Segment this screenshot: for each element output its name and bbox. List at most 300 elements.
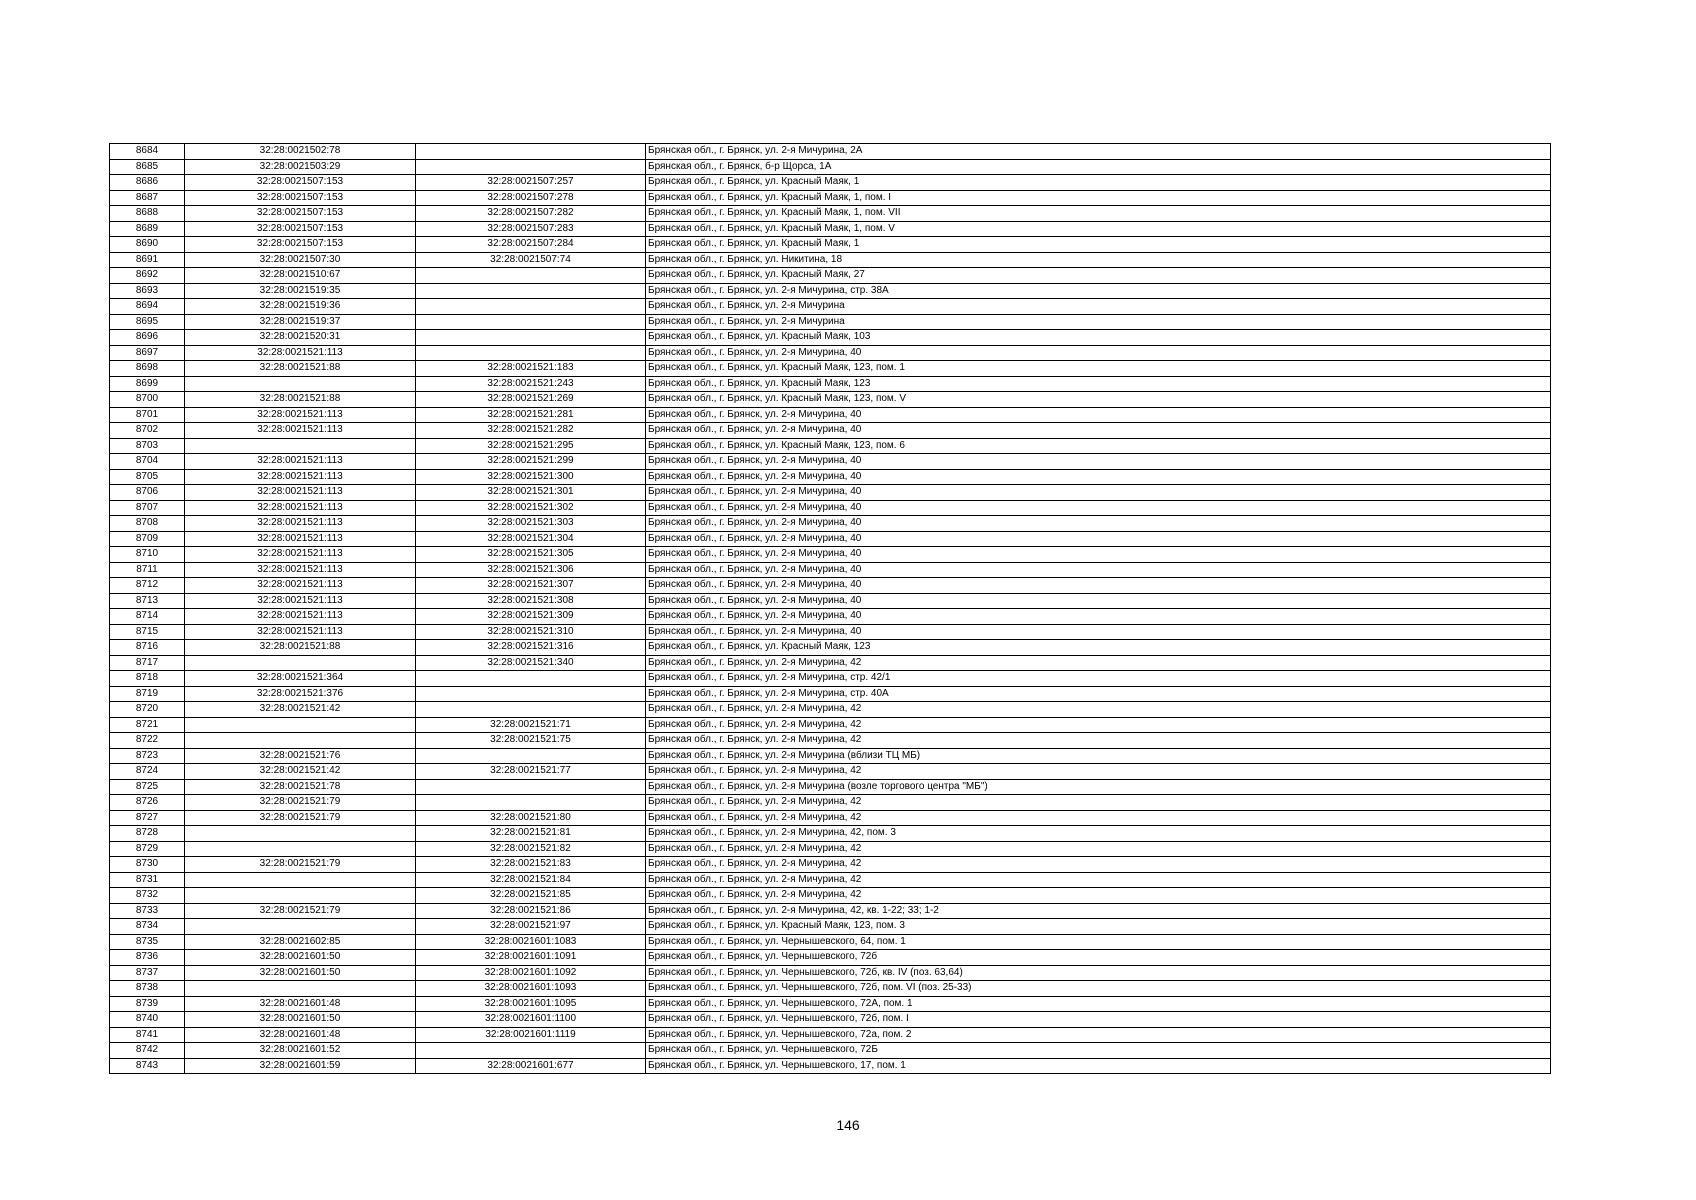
table-row xyxy=(110,531,1551,547)
land-plot-number-cell: 32:28:0021502:78 xyxy=(185,144,416,160)
land-plot-number-cell: 32:28:0021521:113 xyxy=(185,531,416,547)
address-cell: Брянская обл., г. Брянск, ул. 2-я Мичурина, 40 xyxy=(646,593,1551,609)
land-plot-number-cell: 32:28:0021521:79 xyxy=(185,810,416,826)
row-number-cell: 8696 xyxy=(110,330,185,346)
land-plot-number-cell xyxy=(185,888,416,904)
land-plot-number-cell: 32:28:0021521:376 xyxy=(185,686,416,702)
row-number-cell: 8705 xyxy=(110,469,185,485)
address-cell: Брянская обл., г. Брянск, ул. Никитина, 18 xyxy=(646,252,1551,268)
object-number-cell xyxy=(416,1043,646,1059)
object-number-cell: 32:28:0021521:299 xyxy=(416,454,646,470)
address-cell: Брянская обл., г. Брянск, ул. 2-я Мичурина, 2А xyxy=(646,144,1551,160)
object-number-cell: 32:28:0021521:304 xyxy=(416,531,646,547)
row-number-cell: 8703 xyxy=(110,438,185,454)
land-plot-number-cell: 32:28:0021521:42 xyxy=(185,702,416,718)
row-number-cell: 8711 xyxy=(110,562,185,578)
object-number-cell: 32:28:0021521:303 xyxy=(416,516,646,532)
row-number-cell: 8714 xyxy=(110,609,185,625)
land-plot-number-cell: 32:28:0021521:113 xyxy=(185,609,416,625)
row-number-cell: 8688 xyxy=(110,206,185,222)
object-number-cell: 32:28:0021521:86 xyxy=(416,903,646,919)
row-number-cell: 8693 xyxy=(110,283,185,299)
row-number-cell: 8710 xyxy=(110,547,185,563)
object-number-cell: 32:28:0021521:301 xyxy=(416,485,646,501)
table-row xyxy=(110,392,1551,408)
row-number-cell: 8684 xyxy=(110,144,185,160)
address-cell: Брянская обл., г. Брянск, ул. 2-я Мичурина, 40 xyxy=(646,578,1551,594)
address-cell: Брянская обл., г. Брянск, ул. 2-я Мичурина, 40 xyxy=(646,345,1551,361)
address-cell: Брянская обл., г. Брянск, ул. Чернышевского, 72б xyxy=(646,950,1551,966)
object-number-cell: 32:28:0021521:281 xyxy=(416,407,646,423)
object-number-cell: 32:28:0021521:77 xyxy=(416,764,646,780)
land-plot-number-cell: 32:28:0021601:48 xyxy=(185,996,416,1012)
object-number-cell: 32:28:0021521:71 xyxy=(416,717,646,733)
address-cell: Брянская обл., г. Брянск, ул. Красный Маяк, 103 xyxy=(646,330,1551,346)
object-number-cell xyxy=(416,345,646,361)
table-row xyxy=(110,500,1551,516)
object-number-cell xyxy=(416,159,646,175)
table-row xyxy=(110,376,1551,392)
address-cell: Брянская обл., г. Брянск, ул. 2-я Мичурина, 40 xyxy=(646,531,1551,547)
object-number-cell xyxy=(416,283,646,299)
table-row xyxy=(110,981,1551,997)
address-cell: Брянская обл., г. Брянск, ул. 2-я Мичурина xyxy=(646,299,1551,315)
address-cell: Брянская обл., г. Брянск, ул. 2-я Мичурина, стр. 38А xyxy=(646,283,1551,299)
object-number-cell: 32:28:0021521:306 xyxy=(416,562,646,578)
row-number-cell: 8732 xyxy=(110,888,185,904)
object-number-cell: 32:28:0021521:97 xyxy=(416,919,646,935)
page-number: 146 xyxy=(836,1117,860,1133)
row-number-cell: 8725 xyxy=(110,779,185,795)
land-plot-number-cell: 32:28:0021521:113 xyxy=(185,345,416,361)
address-cell: Брянская обл., г. Брянск, б-р Щорса, 1А xyxy=(646,159,1551,175)
land-plot-number-cell: 32:28:0021507:30 xyxy=(185,252,416,268)
land-plot-number-cell: 32:28:0021519:35 xyxy=(185,283,416,299)
table-row xyxy=(110,624,1551,640)
table-row xyxy=(110,996,1551,1012)
address-cell: Брянская обл., г. Брянск, ул. Красный Маяк, 123 xyxy=(646,376,1551,392)
object-number-cell: 32:28:0021521:85 xyxy=(416,888,646,904)
object-number-cell: 32:28:0021601:1083 xyxy=(416,934,646,950)
row-number-cell: 8695 xyxy=(110,314,185,330)
address-cell: Брянская обл., г. Брянск, ул. 2-я Мичурина, 40 xyxy=(646,609,1551,625)
land-plot-number-cell xyxy=(185,919,416,935)
land-plot-number-cell: 32:28:0021521:113 xyxy=(185,469,416,485)
object-number-cell: 32:28:0021601:1092 xyxy=(416,965,646,981)
land-plot-number-cell: 32:28:0021521:88 xyxy=(185,640,416,656)
address-cell: Брянская обл., г. Брянск, ул. Чернышевского, 72а, пом. 2 xyxy=(646,1027,1551,1043)
table-row xyxy=(110,1043,1551,1059)
cadastral-table xyxy=(109,143,1551,1074)
object-number-cell: 32:28:0021521:308 xyxy=(416,593,646,609)
row-number-cell: 8737 xyxy=(110,965,185,981)
table-row xyxy=(110,469,1551,485)
land-plot-number-cell xyxy=(185,376,416,392)
address-cell: Брянская обл., г. Брянск, ул. Красный Маяк, 1, пом. I xyxy=(646,190,1551,206)
object-number-cell: 32:28:0021521:243 xyxy=(416,376,646,392)
table-row xyxy=(110,1012,1551,1028)
row-number-cell: 8741 xyxy=(110,1027,185,1043)
table-row xyxy=(110,655,1551,671)
row-number-cell: 8723 xyxy=(110,748,185,764)
object-number-cell: 32:28:0021521:83 xyxy=(416,857,646,873)
table-row xyxy=(110,888,1551,904)
address-cell: Брянская обл., г. Брянск, ул. 2-я Мичурина, 40 xyxy=(646,516,1551,532)
address-cell: Брянская обл., г. Брянск, ул. 2-я Мичурина, 42 xyxy=(646,795,1551,811)
address-cell: Брянская обл., г. Брянск, ул. Красный Маяк, 1 xyxy=(646,237,1551,253)
address-cell: Брянская обл., г. Брянск, ул. 2-я Мичурина, 42 xyxy=(646,733,1551,749)
table-row xyxy=(110,283,1551,299)
address-cell: Брянская обл., г. Брянск, ул. Красный Маяк, 1 xyxy=(646,175,1551,191)
land-plot-number-cell: 32:28:0021521:79 xyxy=(185,795,416,811)
row-number-cell: 8735 xyxy=(110,934,185,950)
object-number-cell: 32:28:0021521:282 xyxy=(416,423,646,439)
land-plot-number-cell: 32:28:0021507:153 xyxy=(185,190,416,206)
table-row xyxy=(110,671,1551,687)
address-cell: Брянская обл., г. Брянск, ул. 2-я Мичурина, 42 xyxy=(646,702,1551,718)
address-cell: Брянская обл., г. Брянск, ул. 2-я Мичурина, 40 xyxy=(646,500,1551,516)
table-row xyxy=(110,919,1551,935)
address-cell: Брянская обл., г. Брянск, ул. 2-я Мичурина, 42 xyxy=(646,810,1551,826)
table-row xyxy=(110,159,1551,175)
table-row xyxy=(110,686,1551,702)
object-number-cell xyxy=(416,702,646,718)
land-plot-number-cell: 32:28:0021520:31 xyxy=(185,330,416,346)
land-plot-number-cell: 32:28:0021602:85 xyxy=(185,934,416,950)
row-number-cell: 8734 xyxy=(110,919,185,935)
table-row xyxy=(110,190,1551,206)
table-row xyxy=(110,330,1551,346)
land-plot-number-cell: 32:28:0021521:113 xyxy=(185,593,416,609)
table-row xyxy=(110,206,1551,222)
land-plot-number-cell: 32:28:0021521:113 xyxy=(185,423,416,439)
row-number-cell: 8704 xyxy=(110,454,185,470)
address-cell: Брянская обл., г. Брянск, ул. Красный Маяк, 123, пом. 6 xyxy=(646,438,1551,454)
address-cell: Брянская обл., г. Брянск, ул. 2-я Мичурина, стр. 40А xyxy=(646,686,1551,702)
address-cell: Брянская обл., г. Брянск, ул. 2-я Мичурина (возле торгового центра "МБ") xyxy=(646,779,1551,795)
object-number-cell: 32:28:0021507:284 xyxy=(416,237,646,253)
address-cell: Брянская обл., г. Брянск, ул. Чернышевского, 72б, кв. IV (поз. 63,64) xyxy=(646,965,1551,981)
land-plot-number-cell: 32:28:0021601:52 xyxy=(185,1043,416,1059)
row-number-cell: 8727 xyxy=(110,810,185,826)
row-number-cell: 8690 xyxy=(110,237,185,253)
object-number-cell: 32:28:0021521:305 xyxy=(416,547,646,563)
row-number-cell: 8733 xyxy=(110,903,185,919)
address-cell: Брянская обл., г. Брянск, ул. 2-я Мичурина xyxy=(646,314,1551,330)
address-cell: Брянская обл., г. Брянск, ул. Чернышевского, 17, пом. 1 xyxy=(646,1058,1551,1074)
row-number-cell: 8726 xyxy=(110,795,185,811)
row-number-cell: 8722 xyxy=(110,733,185,749)
table-row xyxy=(110,562,1551,578)
object-number-cell: 32:28:0021601:1093 xyxy=(416,981,646,997)
row-number-cell: 8701 xyxy=(110,407,185,423)
address-cell: Брянская обл., г. Брянск, ул. 2-я Мичурина, 42 xyxy=(646,857,1551,873)
address-cell: Брянская обл., г. Брянск, ул. 2-я Мичурина, 42 xyxy=(646,655,1551,671)
table-row xyxy=(110,733,1551,749)
land-plot-number-cell: 32:28:0021503:29 xyxy=(185,159,416,175)
address-cell: Брянская обл., г. Брянск, ул. 2-я Мичурина, 40 xyxy=(646,562,1551,578)
object-number-cell: 32:28:0021521:84 xyxy=(416,872,646,888)
object-number-cell: 32:28:0021521:80 xyxy=(416,810,646,826)
address-cell: Брянская обл., г. Брянск, ул. 2-я Мичурина (вблизи ТЦ МБ) xyxy=(646,748,1551,764)
address-cell: Брянская обл., г. Брянск, ул. Чернышевского, 72А, пом. 1 xyxy=(646,996,1551,1012)
row-number-cell: 8712 xyxy=(110,578,185,594)
address-cell: Брянская обл., г. Брянск, ул. Красный Маяк, 123, пом. V xyxy=(646,392,1551,408)
land-plot-number-cell: 32:28:0021519:37 xyxy=(185,314,416,330)
row-number-cell: 8720 xyxy=(110,702,185,718)
row-number-cell: 8719 xyxy=(110,686,185,702)
table-row xyxy=(110,748,1551,764)
land-plot-number-cell xyxy=(185,841,416,857)
address-cell: Брянская обл., г. Брянск, ул. 2-я Мичурина, 42, пом. 3 xyxy=(646,826,1551,842)
row-number-cell: 8724 xyxy=(110,764,185,780)
table-row xyxy=(110,144,1551,160)
address-cell: Брянская обл., г. Брянск, ул. Чернышевского, 72Б xyxy=(646,1043,1551,1059)
table-row xyxy=(110,795,1551,811)
address-cell: Брянская обл., г. Брянск, ул. 2-я Мичурина, 40 xyxy=(646,624,1551,640)
object-number-cell: 32:28:0021521:81 xyxy=(416,826,646,842)
row-number-cell: 8731 xyxy=(110,872,185,888)
table-row xyxy=(110,578,1551,594)
land-plot-number-cell: 32:28:0021521:79 xyxy=(185,903,416,919)
row-number-cell: 8742 xyxy=(110,1043,185,1059)
table-row xyxy=(110,764,1551,780)
table-row xyxy=(110,702,1551,718)
row-number-cell: 8740 xyxy=(110,1012,185,1028)
row-number-cell: 8700 xyxy=(110,392,185,408)
land-plot-number-cell: 32:28:0021507:153 xyxy=(185,206,416,222)
object-number-cell: 32:28:0021521:310 xyxy=(416,624,646,640)
object-number-cell: 32:28:0021601:1100 xyxy=(416,1012,646,1028)
address-cell: Брянская обл., г. Брянск, ул. Красный Маяк, 123, пом. 1 xyxy=(646,361,1551,377)
row-number-cell: 8716 xyxy=(110,640,185,656)
land-plot-number-cell xyxy=(185,826,416,842)
row-number-cell: 8729 xyxy=(110,841,185,857)
land-plot-number-cell: 32:28:0021521:79 xyxy=(185,857,416,873)
row-number-cell: 8707 xyxy=(110,500,185,516)
object-number-cell: 32:28:0021601:677 xyxy=(416,1058,646,1074)
row-number-cell: 8692 xyxy=(110,268,185,284)
address-cell: Брянская обл., г. Брянск, ул. Красный Маяк, 1, пом. V xyxy=(646,221,1551,237)
table-body xyxy=(110,144,1551,1074)
row-number-cell: 8713 xyxy=(110,593,185,609)
table-row xyxy=(110,345,1551,361)
address-cell: Брянская обл., г. Брянск, ул. 2-я Мичурина, 42, кв. 1-22; 33; 1-2 xyxy=(646,903,1551,919)
object-number-cell: 32:28:0021521:316 xyxy=(416,640,646,656)
object-number-cell: 32:28:0021507:282 xyxy=(416,206,646,222)
land-plot-number-cell xyxy=(185,872,416,888)
object-number-cell: 32:28:0021507:283 xyxy=(416,221,646,237)
object-number-cell: 32:28:0021601:1095 xyxy=(416,996,646,1012)
table-row xyxy=(110,221,1551,237)
object-number-cell: 32:28:0021521:82 xyxy=(416,841,646,857)
row-number-cell: 8702 xyxy=(110,423,185,439)
row-number-cell: 8689 xyxy=(110,221,185,237)
row-number-cell: 8717 xyxy=(110,655,185,671)
address-cell: Брянская обл., г. Брянск, ул. 2-я Мичурина, 40 xyxy=(646,469,1551,485)
row-number-cell: 8694 xyxy=(110,299,185,315)
land-plot-number-cell: 32:28:0021601:48 xyxy=(185,1027,416,1043)
address-cell: Брянская обл., г. Брянск, ул. Чернышевского, 72б, пом. I xyxy=(646,1012,1551,1028)
object-number-cell xyxy=(416,314,646,330)
table-row xyxy=(110,454,1551,470)
land-plot-number-cell: 32:28:0021521:113 xyxy=(185,407,416,423)
land-plot-number-cell: 32:28:0021507:153 xyxy=(185,221,416,237)
object-number-cell: 32:28:0021521:309 xyxy=(416,609,646,625)
row-number-cell: 8738 xyxy=(110,981,185,997)
land-plot-number-cell: 32:28:0021601:59 xyxy=(185,1058,416,1074)
address-cell: Брянская обл., г. Брянск, ул. 2-я Мичурина, 40 xyxy=(646,547,1551,563)
address-cell: Брянская обл., г. Брянск, ул. 2-я Мичурина, 40 xyxy=(646,407,1551,423)
address-cell: Брянская обл., г. Брянск, ул. 2-я Мичурина, стр. 42/1 xyxy=(646,671,1551,687)
row-number-cell: 8709 xyxy=(110,531,185,547)
table-row xyxy=(110,516,1551,532)
land-plot-number-cell: 32:28:0021521:42 xyxy=(185,764,416,780)
land-plot-number-cell: 32:28:0021519:36 xyxy=(185,299,416,315)
object-number-cell: 32:28:0021521:269 xyxy=(416,392,646,408)
row-number-cell: 8708 xyxy=(110,516,185,532)
land-plot-number-cell: 32:28:0021521:76 xyxy=(185,748,416,764)
object-number-cell xyxy=(416,671,646,687)
row-number-cell: 8728 xyxy=(110,826,185,842)
address-cell: Брянская обл., г. Брянск, ул. Чернышевского, 72б, пом. VI (поз. 25-33) xyxy=(646,981,1551,997)
object-number-cell: 32:28:0021507:74 xyxy=(416,252,646,268)
object-number-cell xyxy=(416,795,646,811)
address-cell: Брянская обл., г. Брянск, ул. 2-я Мичурина, 40 xyxy=(646,485,1551,501)
row-number-cell: 8718 xyxy=(110,671,185,687)
land-plot-number-cell: 32:28:0021521:113 xyxy=(185,500,416,516)
address-cell: Брянская обл., г. Брянск, ул. Красный Маяк, 27 xyxy=(646,268,1551,284)
row-number-cell: 8739 xyxy=(110,996,185,1012)
object-number-cell: 32:28:0021521:340 xyxy=(416,655,646,671)
table-row xyxy=(110,1058,1551,1074)
object-number-cell xyxy=(416,686,646,702)
land-plot-number-cell: 32:28:0021510:67 xyxy=(185,268,416,284)
table-row xyxy=(110,547,1551,563)
object-number-cell: 32:28:0021601:1091 xyxy=(416,950,646,966)
table-row xyxy=(110,810,1551,826)
land-plot-number-cell: 32:28:0021601:50 xyxy=(185,965,416,981)
table-row xyxy=(110,640,1551,656)
row-number-cell: 8706 xyxy=(110,485,185,501)
land-plot-number-cell: 32:28:0021521:78 xyxy=(185,779,416,795)
table-row xyxy=(110,1027,1551,1043)
table-row xyxy=(110,872,1551,888)
object-number-cell: 32:28:0021521:75 xyxy=(416,733,646,749)
row-number-cell: 8698 xyxy=(110,361,185,377)
address-cell: Брянская обл., г. Брянск, ул. 2-я Мичурина, 42 xyxy=(646,764,1551,780)
address-cell: Брянская обл., г. Брянск, ул. 2-я Мичурина, 42 xyxy=(646,888,1551,904)
object-number-cell: 32:28:0021521:183 xyxy=(416,361,646,377)
table-row xyxy=(110,965,1551,981)
object-number-cell xyxy=(416,299,646,315)
table-row xyxy=(110,950,1551,966)
row-number-cell: 8685 xyxy=(110,159,185,175)
object-number-cell: 32:28:0021521:300 xyxy=(416,469,646,485)
land-plot-number-cell: 32:28:0021521:113 xyxy=(185,516,416,532)
address-cell: Брянская обл., г. Брянск, ул. 2-я Мичурина, 42 xyxy=(646,872,1551,888)
land-plot-number-cell: 32:28:0021521:113 xyxy=(185,562,416,578)
object-number-cell: 32:28:0021507:278 xyxy=(416,190,646,206)
table-row xyxy=(110,237,1551,253)
object-number-cell: 32:28:0021601:1119 xyxy=(416,1027,646,1043)
row-number-cell: 8687 xyxy=(110,190,185,206)
table-row xyxy=(110,407,1551,423)
land-plot-number-cell: 32:28:0021521:88 xyxy=(185,392,416,408)
land-plot-number-cell: 32:28:0021521:113 xyxy=(185,547,416,563)
object-number-cell: 32:28:0021521:302 xyxy=(416,500,646,516)
table-row xyxy=(110,485,1551,501)
table-row xyxy=(110,268,1551,284)
object-number-cell xyxy=(416,268,646,284)
land-plot-number-cell: 32:28:0021601:50 xyxy=(185,1012,416,1028)
table-row xyxy=(110,175,1551,191)
land-plot-number-cell xyxy=(185,717,416,733)
table-row xyxy=(110,438,1551,454)
object-number-cell xyxy=(416,330,646,346)
table-row xyxy=(110,423,1551,439)
land-plot-number-cell: 32:28:0021521:364 xyxy=(185,671,416,687)
address-cell: Брянская обл., г. Брянск, ул. 2-я Мичурина, 40 xyxy=(646,454,1551,470)
table-row xyxy=(110,779,1551,795)
row-number-cell: 8686 xyxy=(110,175,185,191)
land-plot-number-cell xyxy=(185,438,416,454)
row-number-cell: 8736 xyxy=(110,950,185,966)
table-row xyxy=(110,609,1551,625)
address-cell: Брянская обл., г. Брянск, ул. Чернышевского, 64, пом. 1 xyxy=(646,934,1551,950)
row-number-cell: 8721 xyxy=(110,717,185,733)
table-row xyxy=(110,361,1551,377)
object-number-cell: 32:28:0021521:295 xyxy=(416,438,646,454)
object-number-cell xyxy=(416,144,646,160)
table-row xyxy=(110,857,1551,873)
land-plot-number-cell xyxy=(185,655,416,671)
table-row xyxy=(110,593,1551,609)
table-row xyxy=(110,314,1551,330)
land-plot-number-cell: 32:28:0021507:153 xyxy=(185,237,416,253)
land-plot-number-cell: 32:28:0021521:113 xyxy=(185,624,416,640)
land-plot-number-cell: 32:28:0021507:153 xyxy=(185,175,416,191)
table-row xyxy=(110,826,1551,842)
row-number-cell: 8743 xyxy=(110,1058,185,1074)
row-number-cell: 8697 xyxy=(110,345,185,361)
table-row xyxy=(110,299,1551,315)
land-plot-number-cell: 32:28:0021521:113 xyxy=(185,454,416,470)
land-plot-number-cell: 32:28:0021601:50 xyxy=(185,950,416,966)
table-row xyxy=(110,841,1551,857)
address-cell: Брянская обл., г. Брянск, ул. Красный Маяк, 123, пом. 3 xyxy=(646,919,1551,935)
table-row xyxy=(110,252,1551,268)
row-number-cell: 8730 xyxy=(110,857,185,873)
object-number-cell: 32:28:0021507:257 xyxy=(416,175,646,191)
land-plot-number-cell: 32:28:0021521:113 xyxy=(185,578,416,594)
table-row xyxy=(110,903,1551,919)
land-plot-number-cell xyxy=(185,733,416,749)
land-plot-number-cell: 32:28:0021521:88 xyxy=(185,361,416,377)
table-row xyxy=(110,934,1551,950)
object-number-cell xyxy=(416,748,646,764)
object-number-cell: 32:28:0021521:307 xyxy=(416,578,646,594)
land-plot-number-cell xyxy=(185,981,416,997)
land-plot-number-cell: 32:28:0021521:113 xyxy=(185,485,416,501)
address-cell: Брянская обл., г. Брянск, ул. Красный Маяк, 123 xyxy=(646,640,1551,656)
address-cell: Брянская обл., г. Брянск, ул. 2-я Мичурина, 40 xyxy=(646,423,1551,439)
table-row xyxy=(110,717,1551,733)
address-cell: Брянская обл., г. Брянск, ул. 2-я Мичурина, 42 xyxy=(646,841,1551,857)
row-number-cell: 8691 xyxy=(110,252,185,268)
object-number-cell xyxy=(416,779,646,795)
address-cell: Брянская обл., г. Брянск, ул. Красный Маяк, 1, пом. VII xyxy=(646,206,1551,222)
